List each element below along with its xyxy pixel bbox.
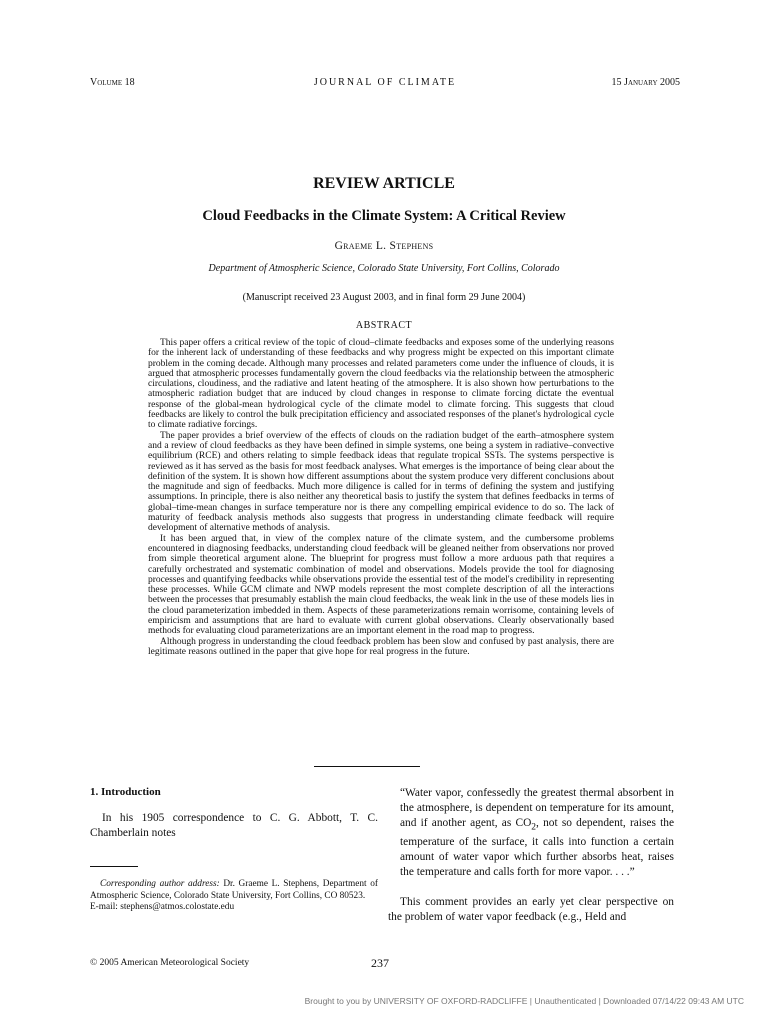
quote-text-start: “Water vapor, confessedly the greatest thermal absorbent in the atmosphere, is dependent on temperature for its amount, and if another agent, as CO — [400, 787, 674, 829]
quote-subscript: 2 — [531, 822, 537, 833]
section-divider — [314, 766, 420, 767]
chamberlain-quote — [400, 786, 674, 880]
download-watermark: Brought to you by UNIVERSITY OF OXFORD-RADCLIFFE | Unauthenticated | Downloaded 07/14/22 09:43 AM UTC — [304, 996, 744, 1006]
author-name: Graeme L. Stephens — [334, 240, 434, 252]
section-label: REVIEW ARTICLE — [313, 175, 455, 192]
abstract-body — [148, 338, 614, 657]
copyright-notice: © 2005 American Meteorological Society — [90, 958, 250, 968]
page-number: 237 — [371, 956, 389, 970]
volume-label: Volume 18 — [90, 77, 135, 88]
issue-date: 15 January 2005 — [611, 77, 680, 88]
body-paragraph: This comment provides an early yet clear perspective on the problem of water vapor feedback (e.g., Held and — [388, 896, 674, 924]
footnote-address: Dr. Graeme L. Stephens, Department of Atmospheric Science, Colorado State University, Fort Collins, CO 80523. — [90, 879, 379, 901]
article-title: Cloud Feedbacks in the Climate System: A Critical Review — [202, 208, 566, 224]
intro-paragraph: In his 1905 correspondence to C. G. Abbott, T. C. Chamberlain notes — [90, 812, 378, 839]
abstract-paragraph: This paper offers a critical review of the topic of cloud–climate feedbacks and exposes some of the underlying reasons for the inherent lack of understanding of these feedbacks and why progress might be expected on this important climate problem in the coming decade. Although many processes and related parameters come under the influence of clouds, it is argued that atmospheric processes fundamentally govern the cloud feedbacks via the relationship between the atmospheric circulations, cloudiness, and the radiative and latent heating of the atmosphere. It is also shown how perturbations to the atmospheric radiation budget that are induced by cloud changes in response to climate forcing dictate the eventual response of the global-mean hydrological cycle of the climate model to climate forcing. This suggests that cloud feedbacks are likely to control the bulk precipitation efficiency and associated responses of the planet's hydrological cycle to climate radiative forcings. — [148, 338, 614, 431]
author-affiliation: Department of Atmospheric Science, Colorado State University, Fort Collins, Colorado — [208, 263, 560, 274]
footnote-divider — [90, 866, 138, 867]
abstract-paragraph: The paper provides a brief overview of the effects of clouds on the radiation budget of the earth–atmosphere system and a review of cloud feedbacks as they have been defined in simple systems, one being a system in radiative–convective equilibrium (RCE) and others relating to simple feedback ideas that regulate tropical SSTs. The systems perspective is reviewed as it has served as the basis for most feedback analyses. What emerges is the importance of being clear about the definition of the system. It is shown how different assumptions about the system produce very different conclusions about the magnitude and sign of feedbacks. Much more diligence is called for in terms of defining the system and justifying assumptions. In principle, there is also neither any theoretical basis to justify the system that defines feedbacks in terms of global–time-mean changes in surface temperature nor is there any compelling empirical evidence to do so. The lack of maturity of feedback analysis methods also suggests that progress in understanding climate feedback will require development of alternative methods of analysis. — [148, 430, 614, 534]
running-head — [90, 77, 680, 91]
manuscript-dates: (Manuscript received 23 August 2003, and in final form 29 June 2004) — [242, 292, 526, 303]
intro-heading: 1. Introduction — [90, 786, 161, 798]
footnote-email: E-mail: stephens@atmos.colostate.edu — [90, 902, 235, 912]
right-column — [388, 786, 674, 925]
journal-name: JOURNAL OF CLIMATE — [313, 77, 457, 88]
corresponding-author-footnote — [90, 879, 378, 914]
abstract-heading: ABSTRACT — [355, 320, 413, 331]
quote-text-end: , not so dependent, raises the temperature of the surface, it calls into function a certain amount of water vapor which further absorbs heat, raises the temperature and calls forth for more vapor. . . .” — [400, 817, 674, 879]
abstract-paragraph: Although progress in understanding the cloud feedback problem has been slow and confused by past analysis, there are legitimate reasons outlined in the paper that give hope for real progress in the future. — [148, 636, 614, 657]
footnote-label: Corresponding author address: — [100, 879, 220, 889]
abstract-paragraph: It has been argued that, in view of the complex nature of the climate system, and the cumbersome problems encountered in diagnosing feedbacks, understanding cloud feedback will be gleaned neither from observations nor proved from simple theoretical argument alone. The blueprint for progress must follow a more arduous path that requires a carefully orchestrated and systematic combination of model and observations. Models provide the tool for diagnosing processes and quantifying feedbacks while observations provide the essential test of the model's credibility in representing these processes. While GCM climate and NWP models represent the most complete description of all the interactions between the processes that presumably establish the main cloud feedbacks, the weak link in the use of these models lies in the cloud parameterization imbedded in them. Aspects of these parameterizations remain worrisome, containing levels of empiricism and assumptions that are hard to evaluate with current global observations. Clearly observationally based methods for evaluating cloud parameterizations are an important element in the road map to progress. — [148, 533, 614, 637]
left-column — [90, 786, 378, 840]
